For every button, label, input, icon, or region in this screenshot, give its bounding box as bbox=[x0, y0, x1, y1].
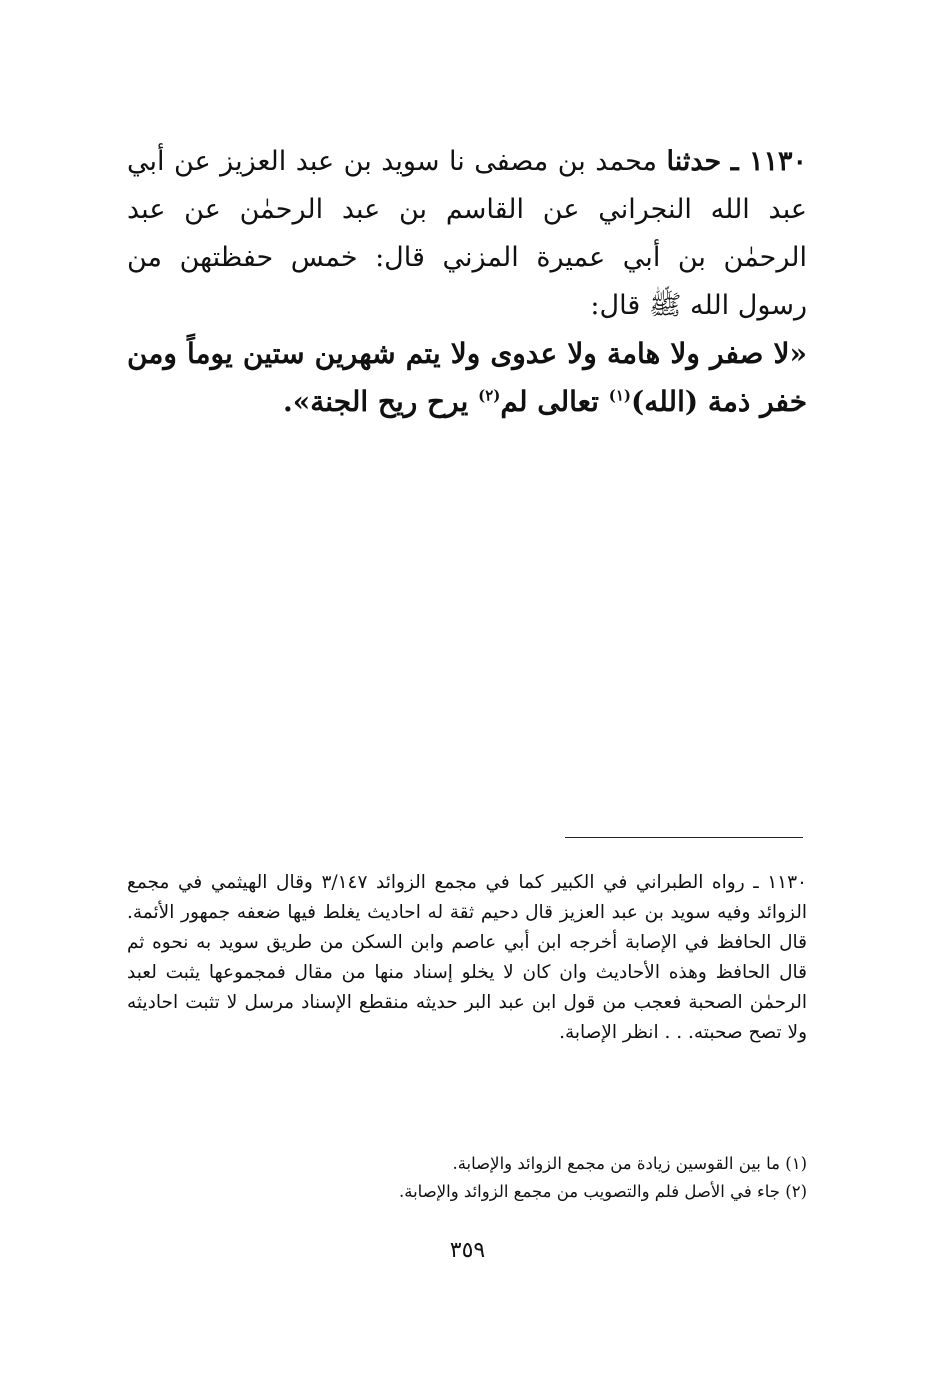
commentary-text: ١١٣٠ ـ رواه الطبراني في الكبير كما في مجمع الزوائد ٣/١٤٧ وقال الهيثمي في مجمع الزوائد وفيه سويد بن عبد العزيز قال دحيم ثقة له احاديث يغلط فيها ضعفه جمهور الأئمة. قال الحافظ في الإصابة أخرجه ابن أبي عاصم وابن السكن من طريق سويد به نحوه ثم قال الحافظ وهذه الأحاديث وان كان لا يخلو إسناد منها من مقال فمجموعها يثبت لعبد الرحمٰن الصحبة فعجب من قول ابن عبد البر حديثه منقطع الإسناد مرسل لا تثبت احاديثه ولا تصح صحبته. . . انظر الإصابة. bbox=[127, 872, 807, 1043]
matn-part-2: تعالى لم bbox=[500, 385, 599, 418]
matn-part-1: «لا صفر ولا هامة ولا عدوى ولا يتم شهرين ستين يوماً ومن خفر ذمة (الله) bbox=[127, 337, 807, 418]
hadith-block bbox=[127, 138, 807, 426]
footnote-list bbox=[127, 1150, 807, 1206]
matn-part-3: يرح ريح الجنة». bbox=[283, 385, 469, 418]
hadith-number: ١١٣٠ ـ bbox=[730, 146, 807, 177]
page-number: ٣٥٩ bbox=[449, 1238, 486, 1263]
hadith-isnad bbox=[127, 138, 807, 330]
hadith-matn bbox=[127, 330, 807, 426]
isnad-text: محمد بن مصفى نا سويد بن عبد العزيز عن أبي عبد الله النجراني عن القاسم بن عبد الرحمٰن عن عبد الرحمٰن بن أبي عميرة المزني قال: خمس حفظتهن من رسول الله ﷺ قال: bbox=[127, 146, 807, 321]
footnote-marker-2: (٢) bbox=[478, 386, 501, 405]
isnad-lead: حدثنا bbox=[666, 146, 722, 177]
footnote-1: (١) ما بين القوسين زيادة من مجمع الزوائد والإصابة. bbox=[452, 1154, 807, 1173]
commentary-block bbox=[127, 868, 807, 1048]
footnote-divider bbox=[565, 837, 803, 838]
footnote-2: (٢) جاء في الأصل فلم والتصويب من مجمع الزوائد والإصابة. bbox=[398, 1182, 807, 1201]
footnote-marker-1: (١) bbox=[608, 386, 632, 405]
